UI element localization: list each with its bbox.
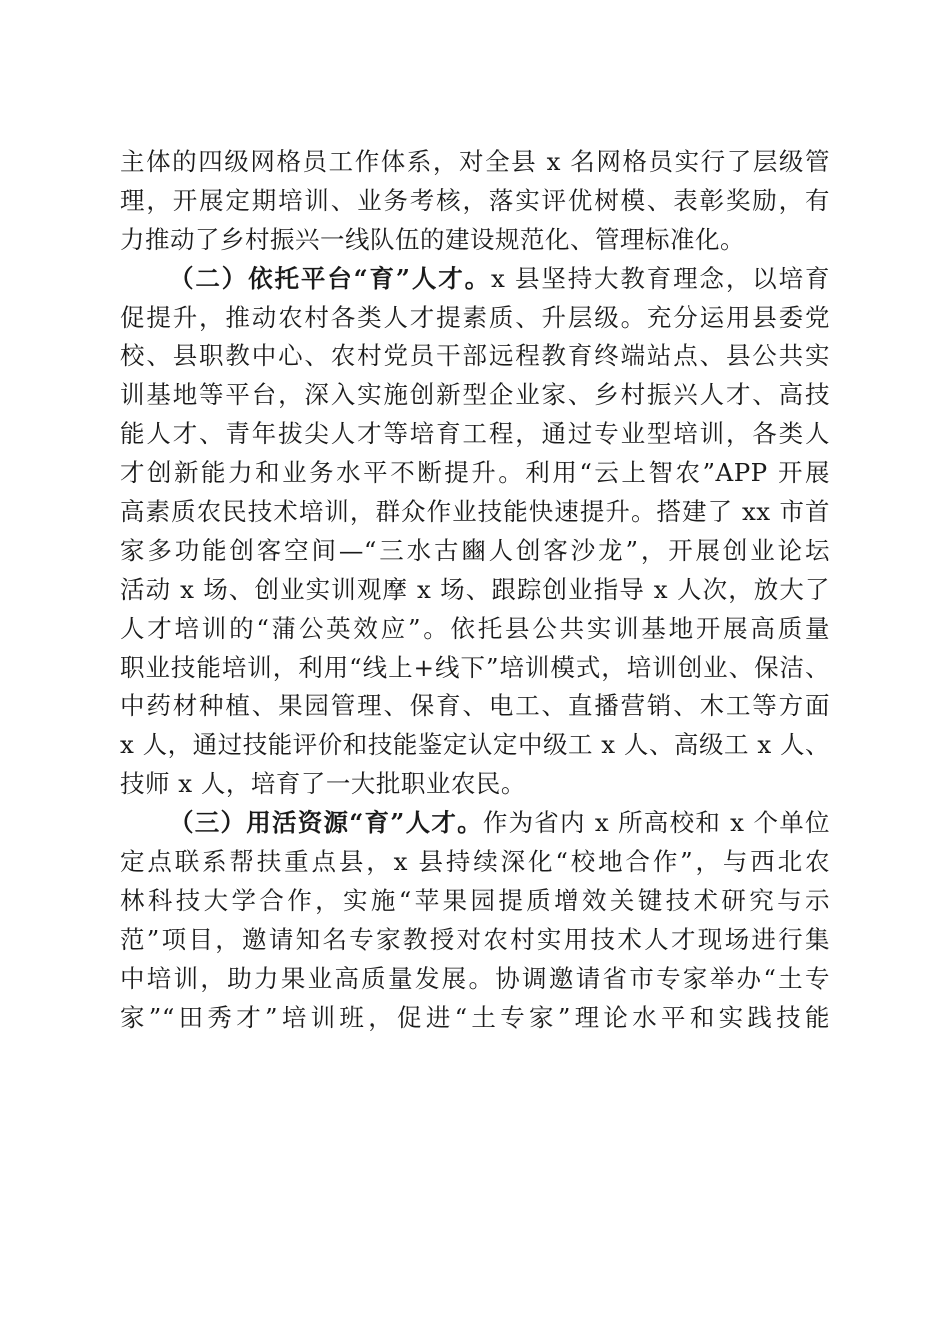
paragraph-line: 职业技能培训，利用“线上+线下”培训模式，培训创业、保洁、 xyxy=(120,652,830,682)
paragraph-line: 人才培训的“蒲公英效应”。依托县公共实训基地开展高质量 xyxy=(120,613,830,643)
paragraph-line: 中药材种植、果园管理、保育、电工、直播营销、木工等方面 xyxy=(120,691,830,721)
paragraph-line: 理，开展定期培训、业务考核，落实评优树模、表彰奖励，有 xyxy=(120,185,830,215)
paragraph-1 xyxy=(120,143,830,260)
paragraph-line: 定点联系帮扶重点县，x 县持续深化“校地合作”，与西北农 xyxy=(120,847,830,877)
paragraph-line: 校、县职教中心、农村党员干部远程教育终端站点、县公共实 xyxy=(120,341,830,371)
paragraph-line: 家多功能创客空间—“三水古豳人创客沙龙”，开展创业论坛 xyxy=(120,535,830,565)
paragraph-line: 促提升，推动农村各类人才提素质、升层级。充分运用县委党 xyxy=(120,302,830,332)
paragraph-line: 中培训，助力果业高质量发展。协调邀请省市专家举办“土专 xyxy=(120,963,830,993)
paragraph-line: 高素质农民技术培训，群众作业技能快速提升。搭建了 xx 市首 xyxy=(120,497,830,527)
paragraph-line: 才创新能力和业务水平不断提升。利用“云上智农”APP 开展 xyxy=(120,458,830,488)
paragraph-line: x 人，通过技能评价和技能鉴定认定中级工 x 人、高级工 x 人、 xyxy=(120,730,830,760)
paragraph-2 xyxy=(120,260,830,804)
paragraph-line: 能人才、青年拔尖人才等培育工程，通过专业型培训，各类人 xyxy=(120,419,830,449)
paragraph-line: 家”“田秀才”培训班，促进“土专家”理论水平和实践技能 xyxy=(120,1002,830,1032)
paragraph-line: 训基地等平台，深入实施创新型企业家、乡村振兴人才、高技 xyxy=(120,380,830,410)
paragraph-3 xyxy=(120,804,830,1037)
document-body xyxy=(120,143,830,1037)
section-heading: （三）用活资源“育”人才。 xyxy=(169,808,483,838)
paragraph-line: 活动 x 场、创业实训观摩 x 场、跟踪创业指导 x 人次，放大了 xyxy=(120,574,830,604)
paragraph-first-line xyxy=(120,260,830,299)
paragraph-line: 主体的四级网格员工作体系，对全县 x 名网格员实行了层级管 xyxy=(120,147,830,176)
paragraph-first-line xyxy=(120,804,830,843)
paragraph-line: 力推动了乡村振兴一线队伍的建设规范化、管理标准化。 xyxy=(120,224,745,254)
paragraph-line: 林科技大学合作，实施“苹果园提质增效关键技术研究与示 xyxy=(120,885,830,915)
section-heading: （二）依托平台“育”人才。 xyxy=(169,263,491,293)
paragraph-text: x 县坚持大教育理念，以培育 xyxy=(490,263,830,293)
paragraph-text: 作为省内 x 所高校和 x 个单位 xyxy=(482,808,830,838)
paragraph-line: 技师 x 人，培育了一大批职业农民。 xyxy=(120,769,526,799)
paragraph-line: 范”项目，邀请知名专家教授对农村实用技术人才现场进行集 xyxy=(120,924,830,954)
